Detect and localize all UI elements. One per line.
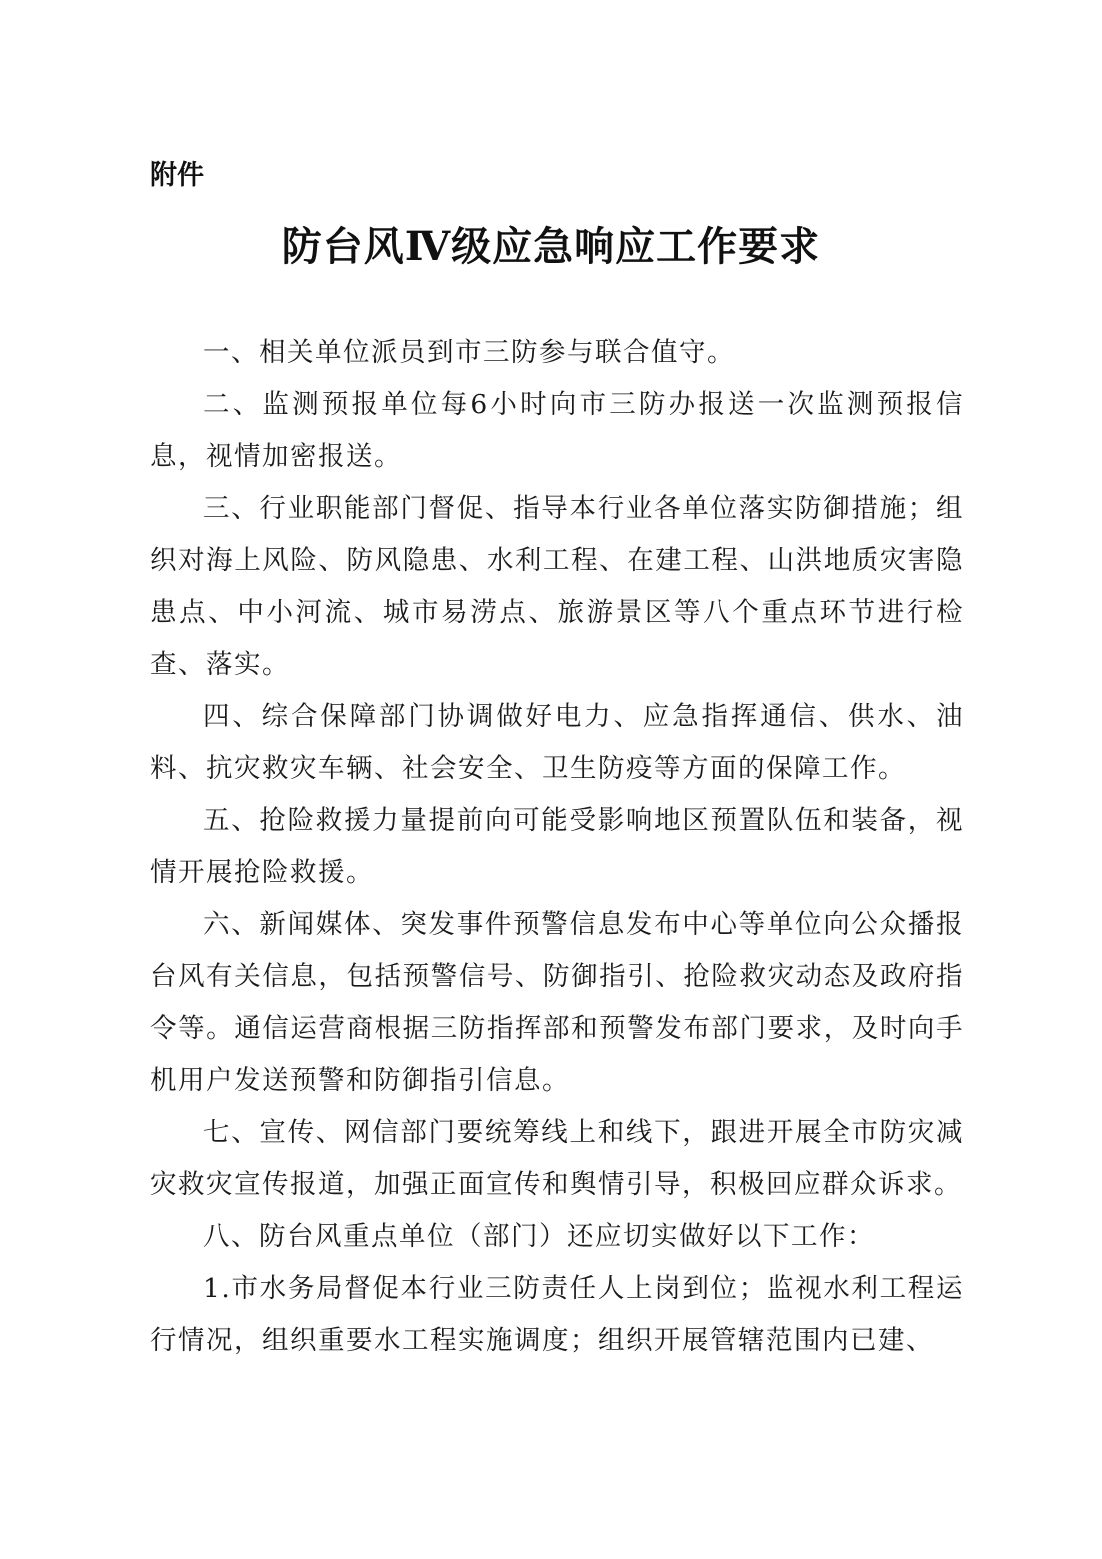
paragraph-3: 三、行业职能部门督促、指导本行业各单位落实防御措施；组织对海上风险、防风隐患、水利工程、在建工程、山洪地质灾害隐患点、中小河流、城市易涝点、旅游景区等八个重点环节进行检查、落实。: [150, 493, 964, 680]
paragraph-5: 五、抢险救援力量提前向可能受影响地区预置队伍和装备，视情开展抢险救援。: [150, 805, 964, 888]
paragraph-6: 六、新闻媒体、突发事件预警信息发布中心等单位向公众播报台风有关信息，包括预警信号、防御指引、抢险救灾动态及政府指令等。通信运营商根据三防指挥部和预警发布部门要求，及时向手机用户发送预警和防御指引信息。: [150, 909, 964, 1096]
document-title: 防台风Ⅳ级应急响应工作要求: [281, 223, 821, 270]
paragraph-8: 八、防台风重点单位（部门）还应切实做好以下工作：: [203, 1221, 875, 1252]
paragraph-9: 1.市水务局督促本行业三防责任人上岗到位；监视水利工程运行情况，组织重要水工程实施调度；组织开展管辖范围内已建、: [150, 1273, 964, 1356]
document-body: [150, 327, 964, 1367]
paragraph-2: 二、监测预报单位每6小时向市三防办报送一次监测预报信息，视情加密报送。: [150, 389, 964, 472]
paragraph-1: 一、相关单位派员到市三防参与联合值守。: [203, 337, 735, 368]
paragraph-7: 七、宣传、网信部门要统筹线上和线下，跟进开展全市防灾减灾救灾宣传报道，加强正面宣传和舆情引导，积极回应群众诉求。: [150, 1117, 964, 1200]
paragraph-4: 四、综合保障部门协调做好电力、应急指挥通信、供水、油料、抗灾救灾车辆、社会安全、卫生防疫等方面的保障工作。: [150, 701, 964, 784]
attachment-label: 附件: [150, 160, 204, 191]
